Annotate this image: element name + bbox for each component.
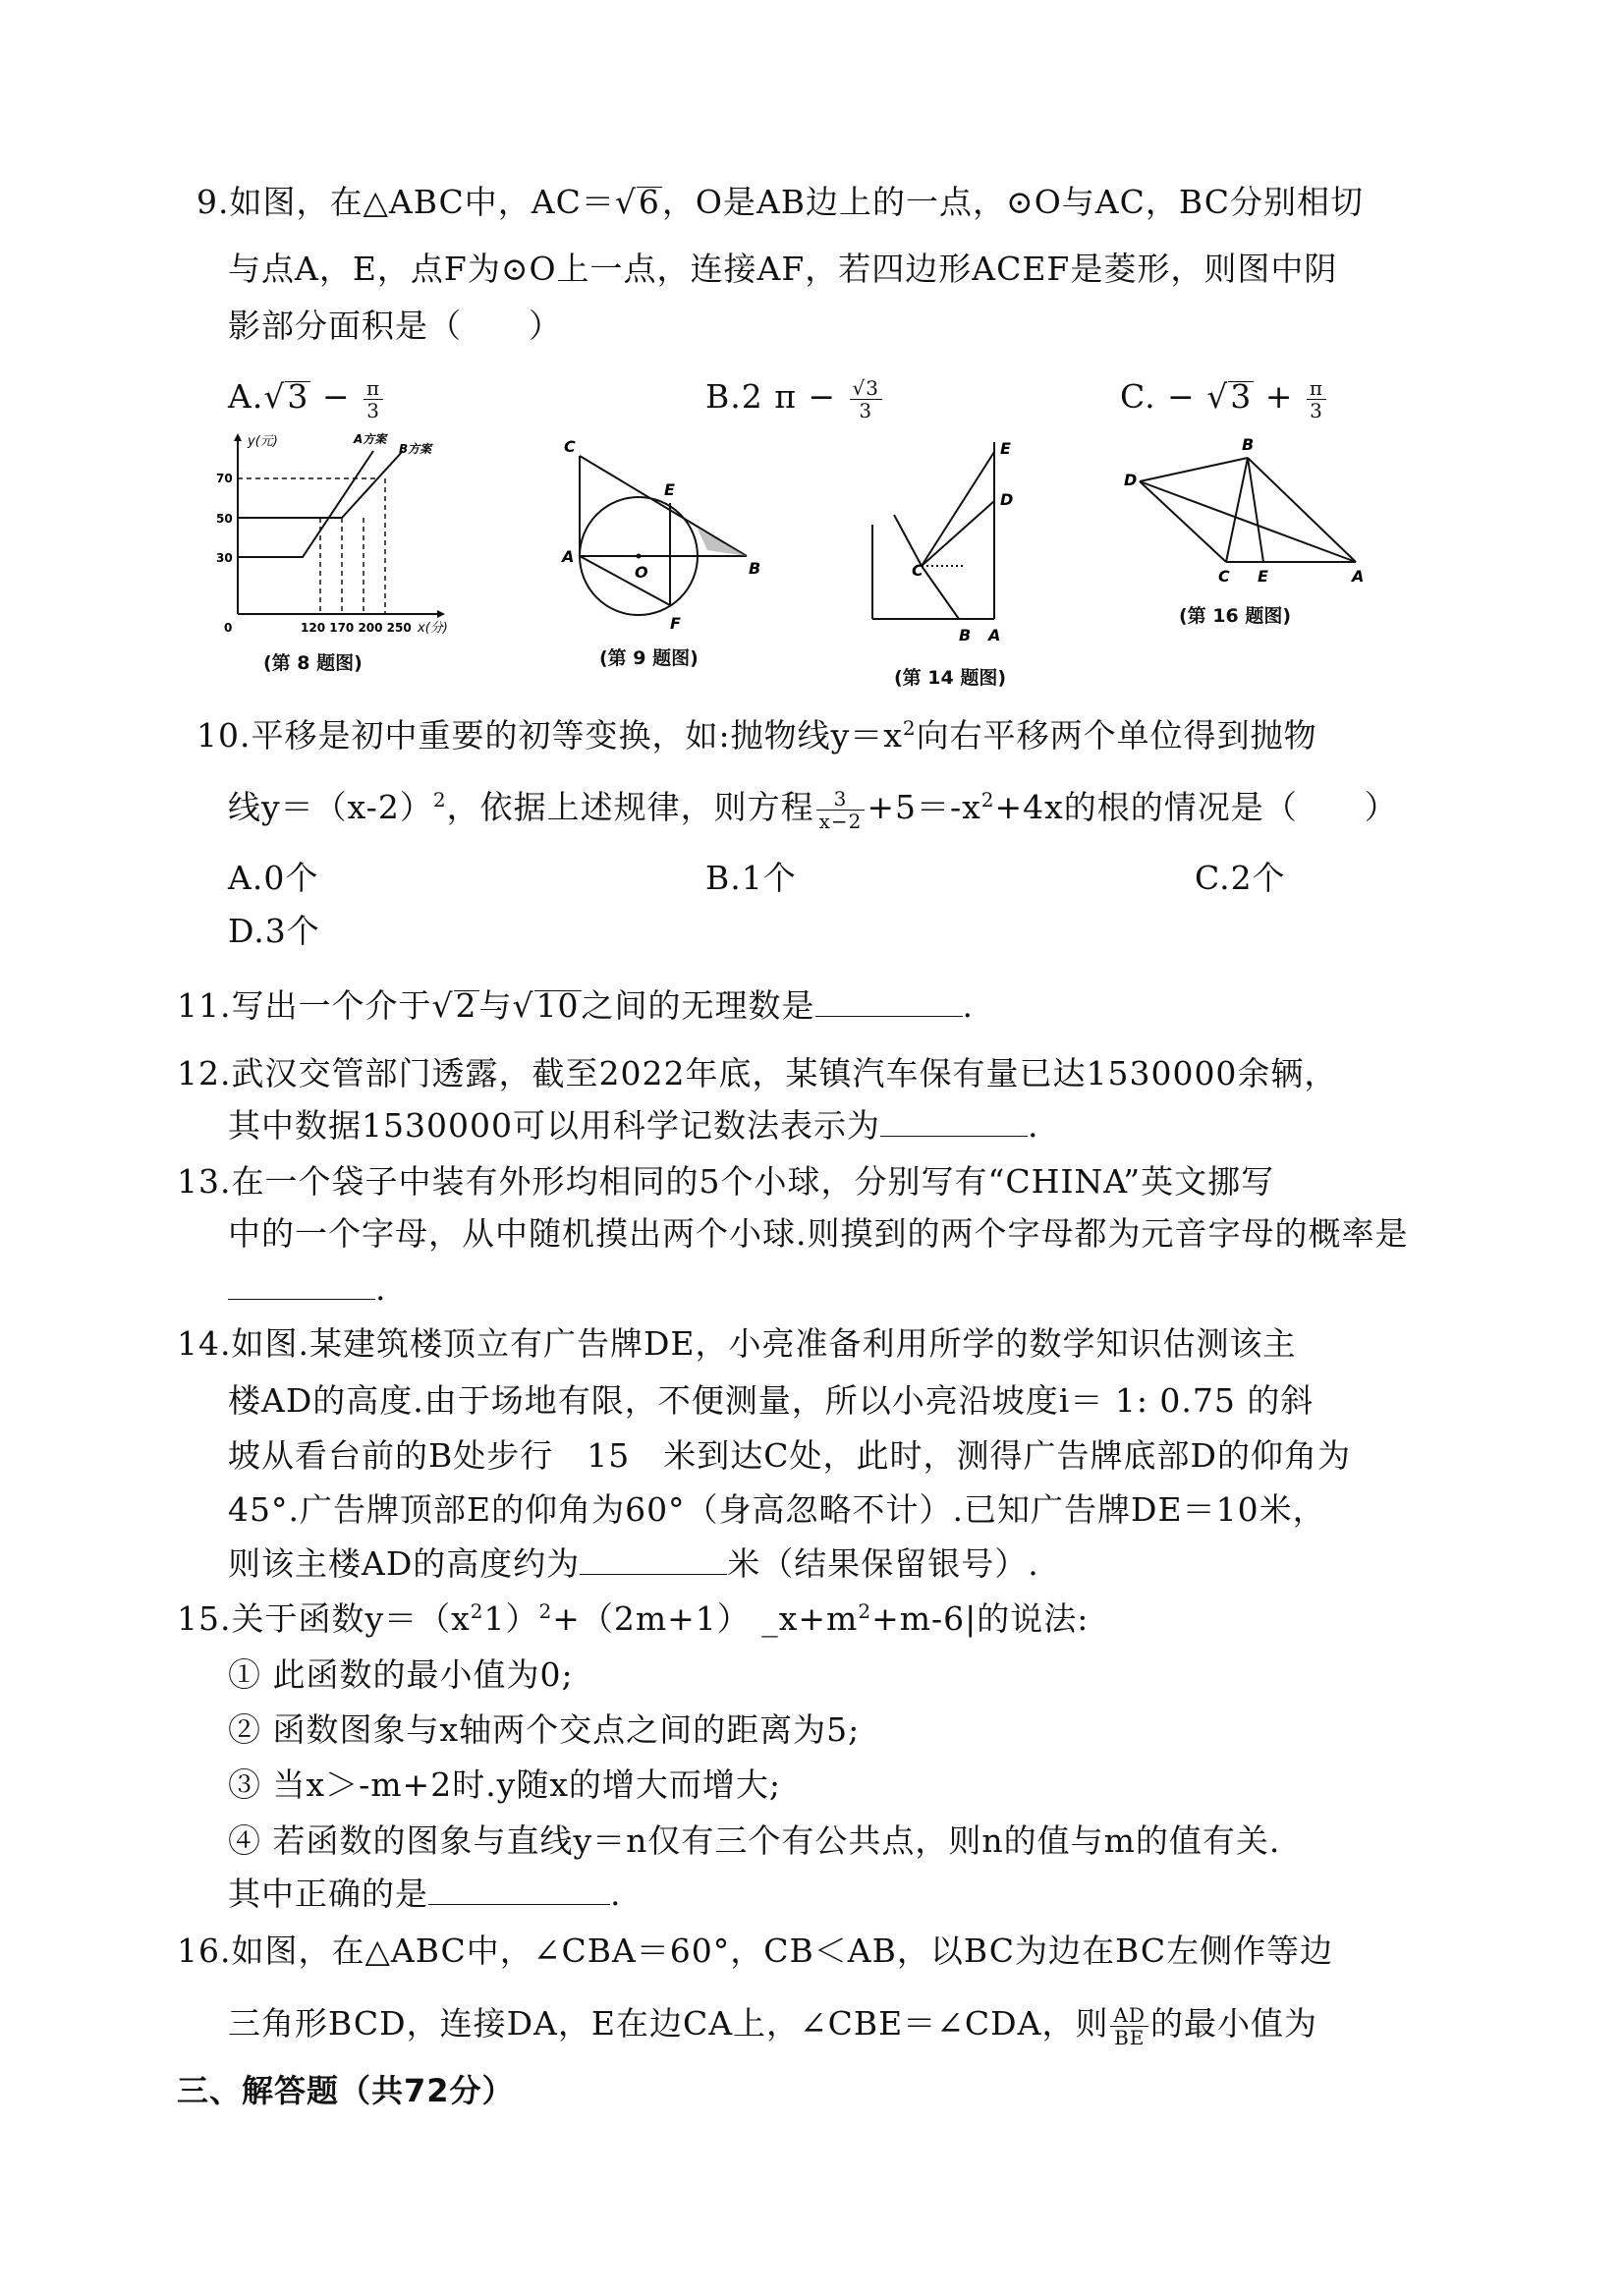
fig9-label-o: O	[635, 563, 648, 582]
q10-line-2: 线$y=(x-2)^2$，依据上述规律，则方程 $\frac{3}{x-2}$ $+5=-x^2+4x$的根的情况是（ ）	[228, 786, 1398, 833]
q12-answer-blank[interactable]	[880, 1106, 1028, 1137]
figure-9-circle	[560, 437, 776, 637]
fig9-label-e: E	[664, 480, 675, 499]
fig16-label-e: E	[1258, 567, 1268, 586]
q14-line-1: 14.如图.某建筑楼顶立有广告牌DE，小亮准备利用所学的数学知识估测该主	[177, 1324, 1297, 1363]
figure-8-graph	[216, 427, 472, 644]
fig14-label-d: D	[1000, 490, 1014, 509]
q15-line-1: 15.关于函数$y=(x^21)^2+(2m+1)$ $\_x+m^2+m-6|$的说法:	[177, 1599, 1090, 1638]
fig14-label-c: C	[912, 561, 923, 580]
q15-item-2: ② 函数图象与x轴两个交点之间的距离为5;	[228, 1710, 861, 1749]
section-3-title: 三、解答题（共72分）	[177, 2072, 515, 2109]
fig9-label-c: C	[564, 437, 576, 456]
q15-item-1: ① 此函数的最小值为0;	[228, 1655, 574, 1694]
q9-option-b[interactable]: B.2 π − $\frac{√3}{3}$	[705, 375, 884, 421]
fig14-label-b: B	[959, 626, 972, 644]
fig8-label-a: A方案	[354, 432, 387, 446]
q10-option-a[interactable]: A.0个	[228, 859, 319, 897]
q16-line-2: 三角形BCD，连接DA，E在边CA上，∠CBE＝∠CDA，则 $\frac{AD}{BE}$ 的最小值为	[228, 2002, 1317, 2049]
q15-item-4: ④ 若函数的图象与直线y＝n仅有三个有公共点，则n的值与m的值有关.	[228, 1821, 1281, 1860]
fig14-label-e: E	[1000, 439, 1011, 458]
q16-line-1: 16.如图，在△ABC中，∠CBA＝60°，CB＜AB，以BC为边在BC左侧作等边	[177, 1932, 1334, 1970]
fig9-label-a: A	[562, 547, 575, 566]
fig16-label-b: B	[1242, 435, 1255, 454]
q11-answer-blank[interactable]	[815, 986, 963, 1017]
q15-item-3: ③ 当x＞-m+2时.y随x的增大而增大;	[228, 1765, 782, 1804]
fig9-label-b: B	[749, 559, 761, 578]
fig8-ytick-50: 50	[216, 512, 233, 526]
fig16-label-a: A	[1352, 567, 1365, 586]
q14-line-3: 坡从看台前的B处步行 15 米到达C处，此时，测得广告牌底部D的仰角为	[228, 1436, 1351, 1475]
fig8-ylabel: y(元)	[248, 434, 278, 449]
q14-line-2: 楼AD的高度.由于场地有限，不便测量，所以小亮沿坡度i＝ 1: 0.75 的斜	[228, 1381, 1315, 1420]
fig16-caption: (第 16 题图)	[1179, 605, 1292, 627]
q9-line-3: 影部分面积是（ ）	[228, 307, 562, 345]
fig8-caption: (第 8 题图)	[263, 652, 363, 674]
fig8-xticks: 120 170 200 250	[301, 621, 412, 635]
fig16-label-c: C	[1218, 567, 1230, 586]
fig8-ytick-30: 30	[216, 551, 233, 565]
q13-line-3: .	[228, 1267, 387, 1311]
fig16-label-d: D	[1124, 471, 1138, 489]
q9-line-2: 与点A，E，点F为⊙O上一点，连接AF，若四边形ACEF是菱形，则图中阴	[228, 250, 1338, 288]
q10-option-b[interactable]: B.1个	[705, 859, 797, 897]
q15-answer-blank[interactable]	[428, 1875, 610, 1905]
q10-option-d[interactable]: D.3个	[228, 912, 320, 950]
q12-line-1: 12.武汉交管部门透露，截至2022年底，某镇汽车保有量已达1530000余辆，	[177, 1054, 1338, 1092]
q9-text-b: ，O是AB边上的一点，⊙O与AC，BC分别相切	[661, 183, 1364, 221]
fig14-caption: (第 14 题图)	[894, 667, 1007, 689]
q14-answer-blank[interactable]	[580, 1544, 727, 1575]
fig9-caption: (第 9 题图)	[599, 647, 699, 669]
q9-option-a[interactable]: A.√3 − $\frac{\pi}{3}$	[228, 375, 385, 421]
q14-line-4: 45°.广告牌顶部E的仰角为60°（身高忽略不计）.已知广告牌DE＝10米，	[228, 1490, 1326, 1529]
fig8-ytick-70: 70	[216, 472, 233, 485]
q13-answer-blank[interactable]	[228, 1269, 375, 1300]
figure-14-building	[865, 432, 1022, 648]
fig8-label-b: B方案	[399, 442, 432, 456]
q13-line-2: 中的一个字母，从中随机摸出两个小球.则摸到的两个字母都为元音字母的概率是	[228, 1214, 1409, 1253]
figure-16-triangle	[1120, 432, 1375, 589]
q9-sqrt6: 6	[638, 183, 660, 221]
fig8-origin: 0	[224, 621, 233, 635]
q11-line: 11.写出一个介于√2与√10之间的无理数是 .	[177, 986, 975, 1025]
fig14-label-a: A	[988, 626, 1001, 644]
q9-option-c[interactable]: C. − √3 + $\frac{\pi}{3}$	[1120, 375, 1328, 421]
q10-line-1: 10.平移是初中重要的初等变换，如:抛物线$y=x^2$向右平移两个单位得到抛物	[196, 716, 1317, 755]
fig8-xlabel: x(分)	[418, 621, 448, 636]
fig9-label-f: F	[670, 614, 681, 633]
q12-line-2: 其中数据1530000可以用科学记数法表示为 .	[228, 1106, 1039, 1145]
q13-line-1: 13.在一个袋子中装有外形均相同的5个小球，分别写有“CHINA”英文挪写	[177, 1162, 1275, 1201]
q9-line-1: 9.如图，在△ABC中，AC＝√6，O是AB边上的一点，⊙O与AC，BC分别相切	[196, 183, 1364, 221]
q14-line-5: 则该主楼AD的高度约为 米（结果保留银号）.	[228, 1544, 1039, 1583]
q9-text-a: 9.如图，在△ABC中，AC＝	[196, 183, 615, 221]
q10-option-c[interactable]: C.2个	[1195, 859, 1286, 897]
q15-answer-line: 其中正确的是 .	[228, 1875, 622, 1913]
